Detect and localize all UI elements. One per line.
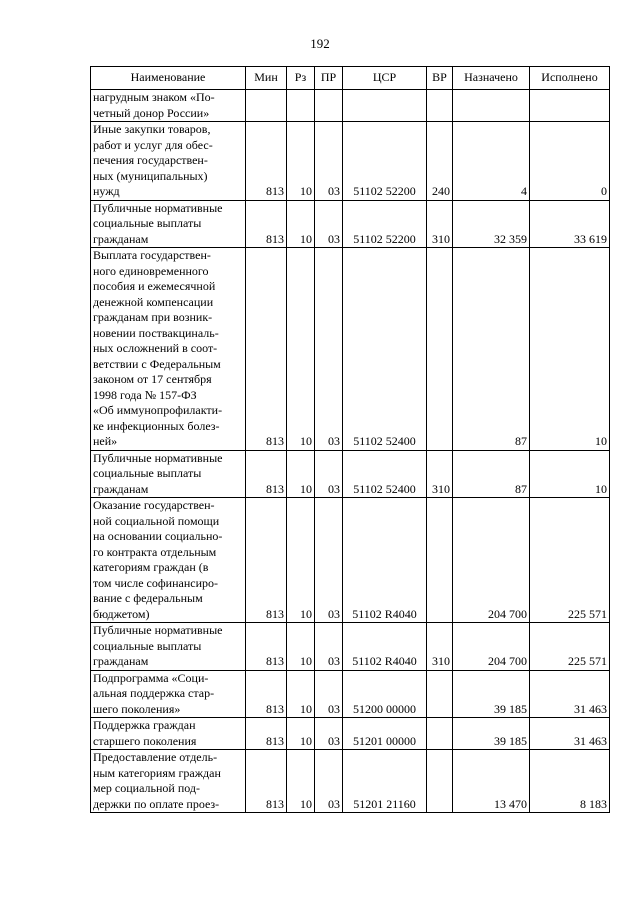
cell-min: 813 <box>246 623 287 671</box>
cell-csr: 51102 52200 <box>343 122 427 201</box>
cell-min: 813 <box>246 670 287 718</box>
cell-executed: 225 571 <box>530 623 610 671</box>
cell-min: 813 <box>246 122 287 201</box>
cell-name: Публичные нормативные социальные выплаты гражданам <box>91 450 246 498</box>
cell-pr: 03 <box>315 498 343 623</box>
cell-rz: 10 <box>287 718 315 750</box>
cell-assigned: 204 700 <box>453 498 530 623</box>
cell-rz: 10 <box>287 200 315 248</box>
cell-rz: 10 <box>287 248 315 451</box>
cell-name: Выплата государствен- ного единовременного пособия и ежемесячной денежной компенсации гражданам при возник- новении поствакциналь- ных осложнений в соот- ветствии с Федеральным законом от 17 сентября 1998 года № 157-ФЗ «Об иммунопрофилакти- ке инфекционных болез- ней» <box>91 248 246 451</box>
table-row <box>91 122 610 201</box>
cell-assigned: 87 <box>453 450 530 498</box>
header-pr: ПР <box>315 67 343 90</box>
table-row <box>91 248 610 451</box>
cell-csr <box>343 90 427 122</box>
cell-vr <box>427 90 453 122</box>
cell-min: 813 <box>246 718 287 750</box>
header-min: Мин <box>246 67 287 90</box>
table-row <box>91 750 610 813</box>
cell-executed: 225 571 <box>530 498 610 623</box>
cell-rz: 10 <box>287 450 315 498</box>
cell-csr: 51201 00000 <box>343 718 427 750</box>
table-row <box>91 670 610 718</box>
cell-rz <box>287 90 315 122</box>
cell-csr: 51102 52200 <box>343 200 427 248</box>
cell-executed: 10 <box>530 450 610 498</box>
cell-pr: 03 <box>315 248 343 451</box>
cell-assigned: 13 470 <box>453 750 530 813</box>
cell-min: 813 <box>246 450 287 498</box>
cell-executed: 0 <box>530 122 610 201</box>
cell-assigned: 39 185 <box>453 718 530 750</box>
table-row <box>91 498 610 623</box>
cell-assigned: 39 185 <box>453 670 530 718</box>
cell-vr: 310 <box>427 200 453 248</box>
table-row <box>91 718 610 750</box>
header-name: Наименование <box>91 67 246 90</box>
cell-min: 813 <box>246 498 287 623</box>
cell-pr: 03 <box>315 450 343 498</box>
cell-vr: 240 <box>427 122 453 201</box>
cell-csr: 51102 R4040 <box>343 623 427 671</box>
cell-executed: 31 463 <box>530 670 610 718</box>
cell-vr <box>427 248 453 451</box>
cell-executed <box>530 90 610 122</box>
cell-csr: 51201 21160 <box>343 750 427 813</box>
cell-min: 813 <box>246 750 287 813</box>
cell-rz: 10 <box>287 670 315 718</box>
cell-csr: 51102 R4040 <box>343 498 427 623</box>
cell-name: нагрудным знаком «По- четный донор России» <box>91 90 246 122</box>
cell-vr <box>427 670 453 718</box>
cell-pr: 03 <box>315 623 343 671</box>
cell-min: 813 <box>246 248 287 451</box>
cell-assigned: 87 <box>453 248 530 451</box>
cell-csr: 51102 52400 <box>343 450 427 498</box>
cell-name: Публичные нормативные социальные выплаты гражданам <box>91 623 246 671</box>
cell-pr: 03 <box>315 122 343 201</box>
cell-name: Оказание государствен- ной социальной помощи на основании социально- го контракта отдельным категориям граждан (в том числе софинансиро- вание с федеральным бюджетом) <box>91 498 246 623</box>
table-row <box>91 90 610 122</box>
cell-name: Предоставление отдель- ным категориям граждан мер социальной под- держки по оплате проез- <box>91 750 246 813</box>
cell-name: Подпрограмма «Соци- альная поддержка стар- шего поколения» <box>91 670 246 718</box>
cell-assigned <box>453 90 530 122</box>
cell-csr: 51102 52400 <box>343 248 427 451</box>
budget-table <box>90 66 610 813</box>
cell-name: Поддержка граждан старшего поколения <box>91 718 246 750</box>
cell-rz: 10 <box>287 498 315 623</box>
cell-executed: 31 463 <box>530 718 610 750</box>
header-assigned: Назначено <box>453 67 530 90</box>
table-row <box>91 200 610 248</box>
cell-vr: 310 <box>427 623 453 671</box>
table-row <box>91 623 610 671</box>
header-row <box>91 67 610 90</box>
cell-min <box>246 90 287 122</box>
cell-executed: 10 <box>530 248 610 451</box>
cell-assigned: 4 <box>453 122 530 201</box>
cell-vr <box>427 498 453 623</box>
cell-vr <box>427 718 453 750</box>
cell-executed: 33 619 <box>530 200 610 248</box>
cell-vr: 310 <box>427 450 453 498</box>
cell-assigned: 32 359 <box>453 200 530 248</box>
cell-pr <box>315 90 343 122</box>
page-number: 192 <box>310 36 330 51</box>
cell-rz: 10 <box>287 122 315 201</box>
cell-pr: 03 <box>315 200 343 248</box>
cell-rz: 10 <box>287 623 315 671</box>
cell-name: Публичные нормативные социальные выплаты гражданам <box>91 200 246 248</box>
table-row <box>91 450 610 498</box>
cell-vr <box>427 750 453 813</box>
header-executed: Исполнено <box>530 67 610 90</box>
cell-pr: 03 <box>315 750 343 813</box>
cell-pr: 03 <box>315 718 343 750</box>
cell-pr: 03 <box>315 670 343 718</box>
cell-csr: 51200 00000 <box>343 670 427 718</box>
header-csr: ЦСР <box>343 67 427 90</box>
cell-name: Иные закупки товаров, работ и услуг для обес- печения государствен- ных (муниципальных) нужд <box>91 122 246 201</box>
cell-executed: 8 183 <box>530 750 610 813</box>
cell-assigned: 204 700 <box>453 623 530 671</box>
header-vr: ВР <box>427 67 453 90</box>
header-rz: Рз <box>287 67 315 90</box>
cell-rz: 10 <box>287 750 315 813</box>
cell-min: 813 <box>246 200 287 248</box>
